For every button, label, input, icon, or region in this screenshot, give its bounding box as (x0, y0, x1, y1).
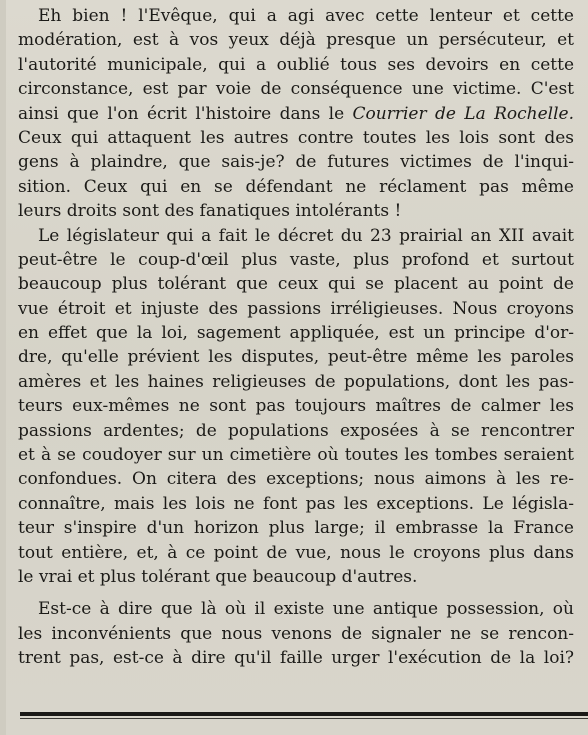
text-line: trent pas, est-ce à dire qu'il faille urger l'exécution de la loi? (18, 648, 574, 669)
page-edge (0, 0, 6, 735)
paragraph-1 (18, 4, 574, 224)
paragraph-2 (18, 224, 574, 590)
text-line: amères et les haines religieuses de populations, dont les pas- (18, 371, 574, 392)
text-line: beaucoup plus tolérant que ceux qui se placent au point de (18, 274, 574, 295)
text-line: Eh bien ! l'Evêque, qui a agi avec cette lenteur et cette (38, 6, 574, 26)
paragraph-3 (18, 597, 574, 670)
text-line: sition. Ceux qui en se défendant ne réclament pas même (18, 176, 574, 197)
text-line: et à se coudoyer sur un cimetière où toutes les tombes seraient (18, 445, 574, 466)
text-line: Le législateur qui a fait le décret du 23 prairial an XII avait (38, 225, 574, 246)
text-line: modération, est à vos yeux déjà presque un persécuteur, et (18, 30, 574, 51)
article-column (18, 4, 574, 671)
text-line: circonstance, est par voie de conséquence une victime. C'est (18, 79, 574, 100)
text-line: connaître, mais les lois ne font pas les exceptions. Le législa- (18, 493, 574, 514)
section-divider-rule (20, 712, 588, 716)
text-line: en effet que la loi, sagement appliquée, est un principe d'or- (18, 323, 574, 344)
text-line: le vrai et plus tolérant que beaucoup d'autres. (18, 566, 418, 587)
text-line: tout entière, et, à ce point de vue, nous le croyons plus dans (18, 542, 574, 563)
text-line: passions ardentes; de populations exposées à se rencontrer (18, 420, 574, 441)
text-line: Ceux qui attaquent les autres contre toutes les lois sont des (18, 127, 574, 148)
text-line: leurs droits sont des fanatiques intolérants ! (18, 201, 402, 222)
text-line: dre, qu'elle prévient les disputes, peut-être même les paroles (18, 347, 574, 368)
text-line: Est-ce à dire que là où il existe une antique possession, où (38, 599, 574, 620)
text-line: peut-être le coup-d'œil plus vaste, plus profond et surtout (18, 249, 574, 270)
text-line: teur s'inspire d'un horizon plus large; il embrasse la France (18, 518, 574, 539)
text-line: vue étroit et injuste des passions irréligieuses. Nous croyons (18, 298, 574, 319)
section-divider-rule-thin (20, 718, 588, 719)
text-line (18, 102, 574, 126)
text-segment: ainsi que l'on écrit l'histoire dans le (18, 103, 353, 124)
text-line: gens à plaindre, que sais-je? de futures victimes de l'inqui- (18, 152, 574, 173)
newspaper-title: Courrier de La Rochelle. (352, 103, 574, 124)
text-line: confondues. On citera des exceptions; nous aimons à les re- (18, 469, 574, 490)
text-line: teurs eux-mêmes ne sont pas toujours maîtres de calmer les (18, 396, 574, 417)
text-line: les inconvénients que nous venons de signaler ne se rencon- (18, 623, 574, 644)
text-line: l'autorité municipale, qui a oublié tous ses devoirs en cette (18, 54, 574, 75)
